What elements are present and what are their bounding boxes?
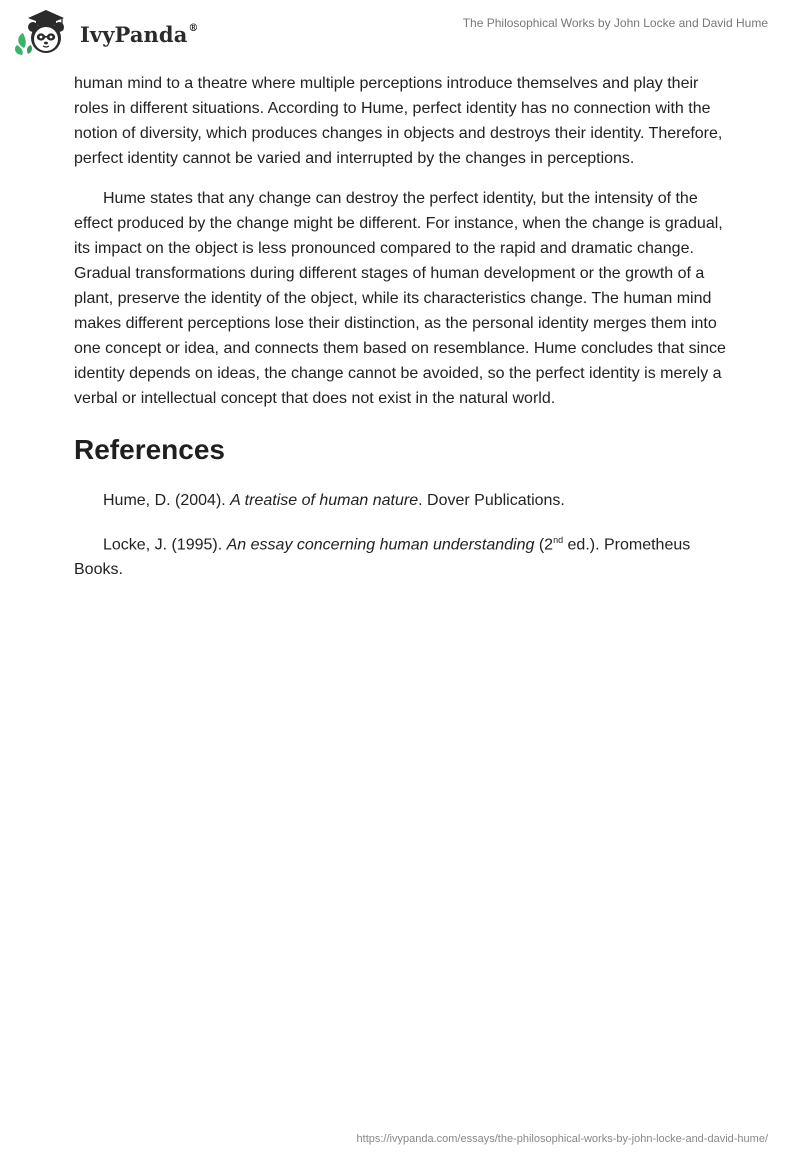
reference-author: Locke, J. (1995). [103,536,227,554]
reference-title: An essay concerning human understanding [226,536,535,554]
ivypanda-logo[interactable] [14,8,199,58]
reference-author: Hume, D. (2004). [103,492,231,509]
reference-title: A treatise of human nature [230,492,419,509]
body-paragraph: Hume states that any change can destroy the perfect identity, but the intensity of the effect produced by the change might be different. For instance, when the change is gradual, its impact on the object is less pronounced compared to the rapid and dramatic change. Gradual transformations during different stages of human development or the growth of a plant, preserve the identity of the object, while its characteristics change. The human mind makes different perceptions lose their distinction, as the personal identity merges them into one concept or idea, and connects them based on resemblance. Hume concludes that since identity depends on ideas, the change cannot be avoided, so the perfect identity is merely a verbal or intellectual concept that does not exist in the natural world. [74,190,726,407]
registered-mark: ® [188,22,199,34]
reference-item [74,488,726,513]
page-header [0,0,800,64]
document-title: The Philosophical Works by John Locke and David Hume [462,16,768,30]
reference-publisher: . Dover Publications. [418,492,565,509]
reference-edition: (2 [534,536,554,554]
brand-text: IvyPanda [80,21,188,47]
source-url[interactable]: https://ivypanda.com/essays/the-philosophical-works-by-john-locke-and-david-hume/ [356,1133,768,1145]
body-paragraph: human mind to a theatre where multiple perceptions introduce themselves and play their roles in different situations. According to Hume, perfect identity has no connection with the notion of diversity, which produces changes in objects and destroys their identity. Therefore, perfect identity cannot be varied and interrupted by the changes in perceptions. [74,75,723,167]
reference-publisher: ed.). Prometheus Books. [74,536,691,579]
references-heading: References [74,434,225,465]
panda-graduate-icon [14,8,74,58]
brand-name [80,22,199,47]
reference-item [74,528,726,582]
essay-content [74,71,726,597]
reference-edition-superscript: nd [553,535,564,545]
